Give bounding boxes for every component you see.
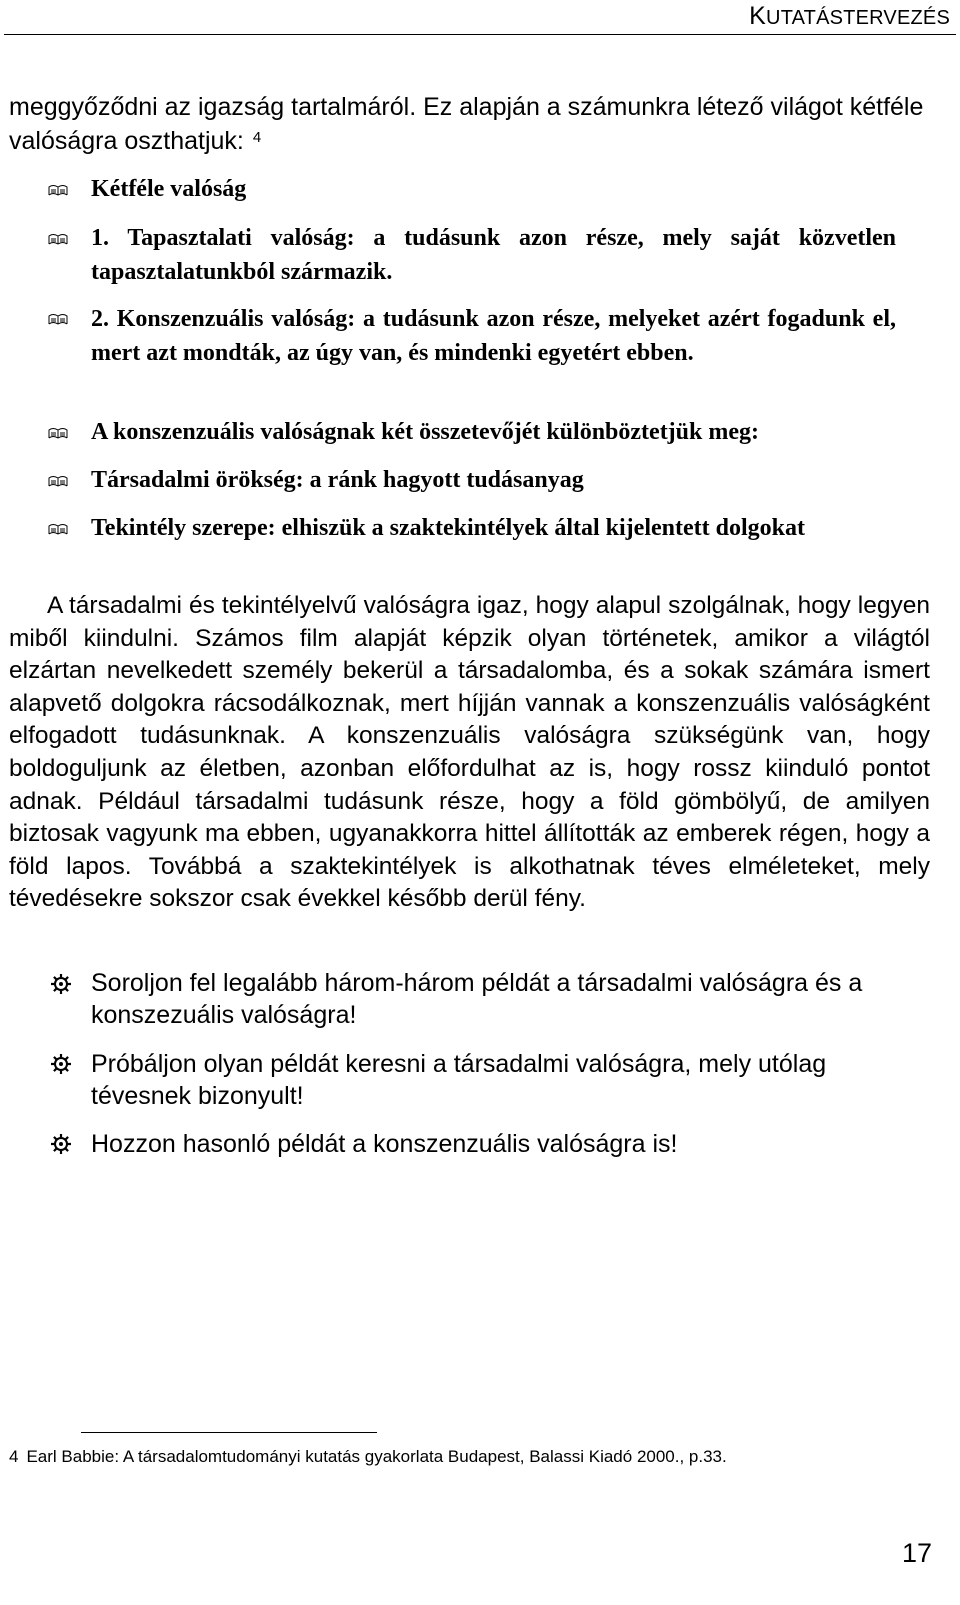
task-item: Hozzon hasonló példát a konszenzuális valóságra is! bbox=[91, 1130, 678, 1158]
footnote-reference: 4 bbox=[252, 129, 262, 146]
open-book-icon bbox=[48, 522, 68, 536]
list-item: Társadalmi örökség: a ránk hagyott tudásanyag bbox=[91, 467, 584, 493]
task-gear-icon bbox=[50, 1133, 72, 1155]
body-paragraph bbox=[9, 590, 930, 916]
page-number: 17 bbox=[901, 1538, 932, 1568]
footnote-number: 4 bbox=[9, 1447, 19, 1466]
list-item: Tekintély szerepe: elhiszük a szaktekintélyek által kijelentett dolgokat bbox=[91, 515, 805, 541]
body-paragraph-text: A társadalmi és tekintélyelvű valóságra igaz, hogy alapul szolgálnak, hogy legyen miből kiindulni. Számos film alapját képzik olyan történetek, amikor a világtól elzártan nevelkedett személy bekerül a társadalomba, és a sokak számára ismert alapvető dolgokra rácsodálkoznak, mert híjján vannak a konszenzuális valóságként elfogadott tudásunknak. A konszenzuális valóságra szükségünk van, hogy boldoguljunk az életben, azonban előfordulhat az is, hogy rossz kiinduló pontot adnak. Például társadalmi tudásunk része, hogy a föld gömbölyű, de amilyen biztosak vagyunk ma ebben, ugyanakkorra hittel állították az emberek régen, hogy a föld lapos. Továbbá a szaktekintélyek is alkothatnak téves elméleteket, mely tévedésekre sokszor csak évekkel később derül fény. bbox=[9, 592, 930, 913]
footnote-text: Earl Babbie: A társadalomtudományi kutatás gyakorlata Budapest, Balassi Kiadó 2000., p.33. bbox=[26, 1447, 727, 1466]
open-book-icon bbox=[48, 474, 68, 488]
open-book-icon bbox=[48, 232, 68, 246]
list-item: Kétféle valóság bbox=[91, 176, 247, 202]
intro-text: meggyőződni az igazság tartalmáról. Ez alapján a számunkra létező világot kétféle valóságra oszthatjuk: bbox=[9, 93, 924, 155]
task-item: Soroljon fel legalább három-három példát a társadalmi valóságra és a konszezuális valóságra! bbox=[91, 969, 863, 1029]
list-item: A konszenzuális valóságnak két összetevőjét különböztetjük meg: bbox=[91, 419, 760, 445]
header-initial: K bbox=[749, 2, 767, 30]
open-book-icon bbox=[48, 312, 68, 326]
intro-paragraph bbox=[9, 90, 929, 158]
task-gear-icon bbox=[50, 973, 72, 995]
header-rule bbox=[4, 34, 956, 35]
open-book-icon bbox=[48, 183, 68, 197]
footnote-separator bbox=[81, 1432, 377, 1433]
open-book-icon bbox=[48, 426, 68, 440]
list-item: 1. Tapasztalati valóság: a tudásunk azon része, mely saját közvetlen tapasztalatunkból származik. bbox=[91, 225, 896, 285]
header-title: UTATÁSTERVEZÉS bbox=[766, 7, 950, 29]
task-item: Próbáljon olyan példát keresni a társadalmi valóságra, mely utólag tévesnek bizonyult! bbox=[91, 1050, 827, 1110]
list-item: 2. Konszenzuális valóság: a tudásunk azon része, melyeket azért fogadunk el, mert azt mondták, az úgy van, és mindenki egyetért ebben. bbox=[91, 306, 896, 366]
task-gear-icon bbox=[50, 1053, 72, 1075]
footnote bbox=[9, 1447, 727, 1467]
running-header bbox=[749, 2, 950, 31]
